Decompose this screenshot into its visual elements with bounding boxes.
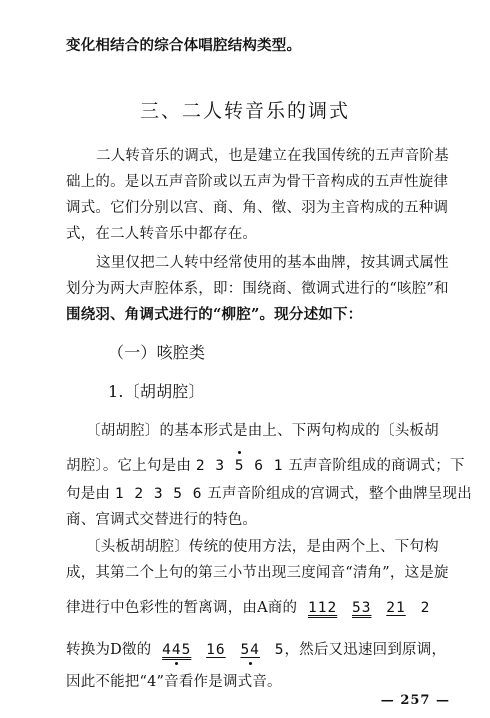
section-heading: 三、二人转音乐的调式 [139, 100, 350, 122]
paragraph-4-line-3 [66, 598, 430, 618]
melody-group-2: 53 [352, 600, 372, 616]
paragraph-3-line-3 [66, 484, 472, 504]
melody-group-7: 54 [240, 642, 260, 658]
paragraph-2-line-1: 这里仅把二人转中经常使用的基本曲牌，按其调式属性 [96, 255, 449, 271]
paragraph-3-line-1: 〔胡胡腔〕的基本形式是由上、下两句构成的〔头板胡 [86, 423, 439, 439]
paragraph-4-line-1: 〔头板胡胡腔〕传统的使用方法，是由两个上、下句构 [86, 539, 439, 555]
text-segment: 五声音阶组成的宫调式，整个曲牌呈现出 [202, 486, 472, 502]
text-segment: 胡腔〕。它上句是由 [66, 458, 196, 474]
paragraph-1-line-1: 二人转音乐的调式，也是建立在我国传统的五声音阶基 [96, 148, 449, 164]
continuation-line: 变化相结合的综合体唱腔结构类型。 [66, 37, 302, 54]
paragraph-1-line-2: 础上的。是以五声音阶或以五声为骨干音构成的五声性旋律 [66, 174, 449, 190]
melody-group-4: 2 [420, 600, 431, 616]
page-number: — 257 — [380, 693, 450, 708]
melody-group-5: 445 [162, 642, 192, 658]
subsection-heading-1: （一）咳腔类 [108, 343, 206, 362]
text-segment: 五声音阶组成的商调式；下 [283, 458, 465, 474]
text-segment: ，然后又迅速回到原调， [284, 642, 447, 658]
paragraph-1-line-4: 式，在二人转音乐中都存在。 [66, 226, 258, 242]
text-segment: 句是由 [66, 486, 115, 502]
paragraph-2-line-2: 划分为两大声腔体系，即：围绕商、徵调式进行的“咳腔”和 [66, 281, 449, 297]
paragraph-5-line-2: 因此不能把“4”音看作是调式音。 [66, 674, 282, 690]
melody-group-6: 16 [206, 642, 226, 658]
paragraph-5-line-1 [66, 640, 446, 660]
paragraph-3-line-4: 商、宫调式交替进行的特色。 [66, 512, 258, 528]
paragraph-2-line-3: 围绕羽、角调式进行的“柳腔”。现分述如下： [66, 306, 363, 323]
text-segment: 转换为D徵的 [66, 642, 152, 658]
paragraph-1-line-3: 调式。它们分别以宫、商、角、徵、羽为主音构成的五种调 [66, 200, 449, 216]
melody-group-1: 112 [307, 600, 338, 616]
paragraph-4-line-2: 成，其第二个上句的第三小节出现三度闻音“清角”，这是旋 [66, 565, 449, 581]
scale-notes-gong: 1 2 3 5 6 [114, 486, 203, 502]
paragraph-3-line-2 [66, 456, 465, 476]
melody-group-3: 21 [386, 600, 406, 616]
scale-notes-shang: 2 3 5 6 1 [195, 458, 284, 474]
text-segment: 律进行中色彩性的暂离调，由A商的 [66, 600, 298, 616]
melody-group-8: 5 [274, 642, 285, 658]
subsection-heading-2: 1.〔胡胡腔〕 [108, 382, 205, 401]
